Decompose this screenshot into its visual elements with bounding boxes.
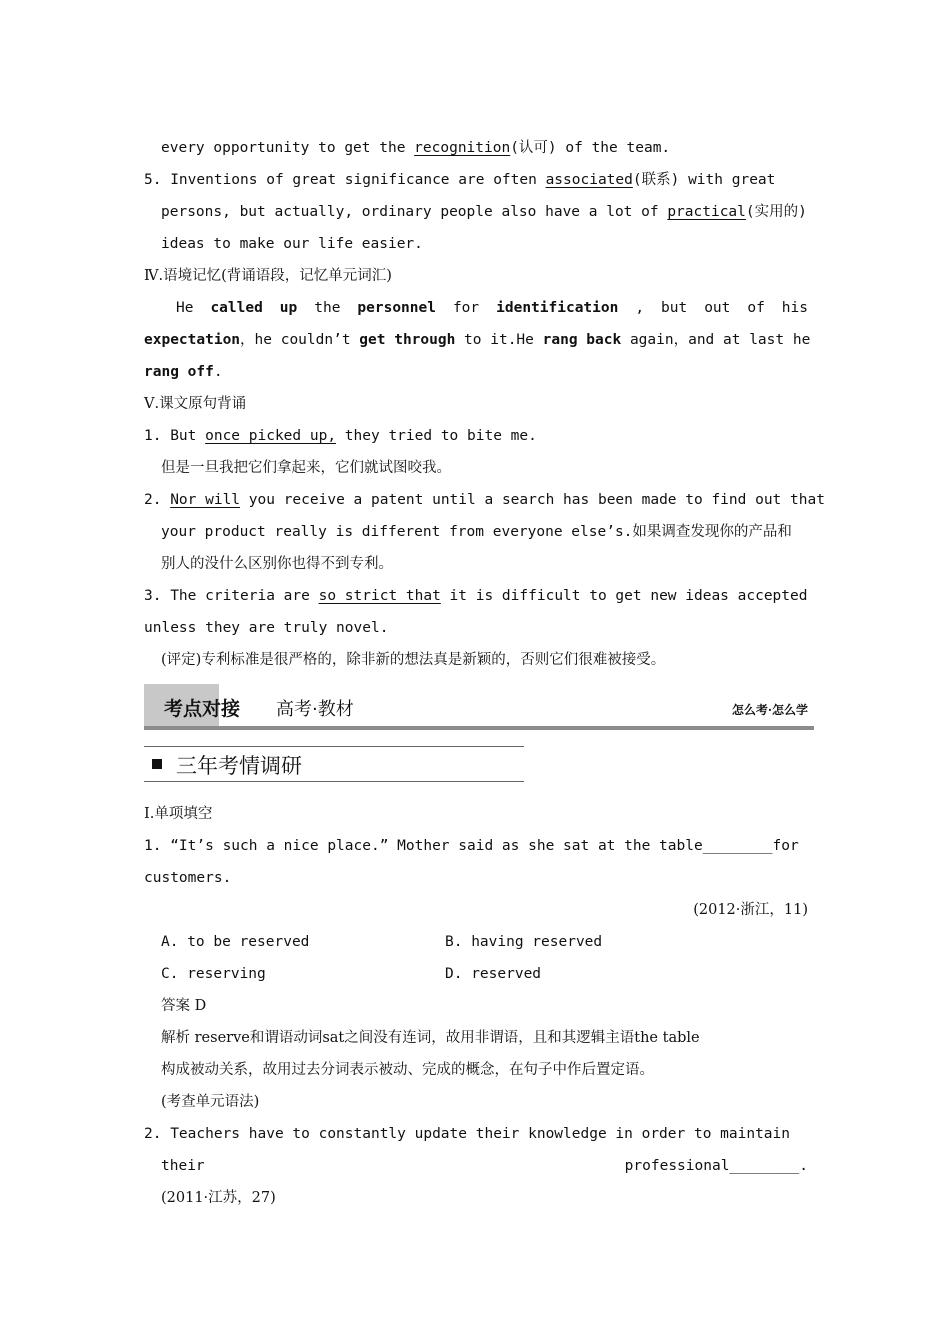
key-word: personnel xyxy=(357,300,436,316)
subsection-heading xyxy=(144,746,524,782)
word: , xyxy=(635,300,645,316)
text-span: 2. xyxy=(144,492,171,508)
word: but xyxy=(661,300,688,316)
section-4-paragraph-line-3 xyxy=(144,356,808,388)
sentence-1 xyxy=(144,420,808,452)
underlined-answer: practical xyxy=(667,204,746,220)
underlined-answer: once picked up, xyxy=(205,428,337,444)
analysis-line-1: 解析 reserve和谓语动词sat之间没有连词，故用非谓语，且和其逻辑主语the table xyxy=(161,1030,700,1046)
text-span: (联系) with great xyxy=(632,172,776,188)
sentence-2-line-3: 别人的没什么区别你也得不到专利。 xyxy=(161,556,393,572)
option-c: C. reserving xyxy=(161,966,266,982)
section-banner xyxy=(144,684,808,732)
banner-rule xyxy=(144,726,814,730)
question-1-line-1: 1. “It’s such a nice place.” Mother said as she sat at the table________for xyxy=(144,838,799,854)
option-b: B. having reserved xyxy=(445,934,603,950)
square-bullet-icon xyxy=(152,759,162,769)
word: the xyxy=(314,300,341,316)
underlined-answer: so strict that xyxy=(318,588,441,604)
key-phrase: up xyxy=(279,300,298,316)
subsection-title: 三年考情调研 xyxy=(176,754,302,778)
text-span: you receive a patent until a search has been made to find out that xyxy=(240,492,825,508)
options-row-2 xyxy=(144,958,808,990)
text-span: every opportunity to get the xyxy=(161,140,415,156)
word: of xyxy=(747,300,765,316)
sentence-2-line-2: your product really is different from everyone else’s.如果调查发现你的产品和 xyxy=(161,524,792,540)
underlined-answer: recognition xyxy=(414,140,511,156)
text-span: professional________. xyxy=(624,1158,808,1174)
sentence-2 xyxy=(144,484,825,516)
question-2-line-2 xyxy=(144,1150,808,1182)
section-4-title: Ⅳ.语境记忆(背诵语段，记忆单元词汇) xyxy=(144,268,392,284)
text-span: (认可) of the team. xyxy=(510,140,671,156)
item-5-line-3: ideas to make our life easier. xyxy=(161,236,423,252)
key-word: identification xyxy=(496,300,619,316)
item-5-line-1 xyxy=(144,164,808,196)
banner-subtitle: 高考·教材 xyxy=(276,699,354,720)
item-5-line-2 xyxy=(144,196,808,228)
option-a: A. to be reserved xyxy=(161,934,310,950)
section-5-title: Ⅴ.课文原句背诵 xyxy=(144,396,247,412)
options-row-1 xyxy=(144,926,808,958)
exercise-title: Ⅰ.单项填空 xyxy=(144,806,213,822)
option-d: D. reserved xyxy=(445,966,542,982)
answer-line: 答案 D xyxy=(161,998,207,1014)
key-phrase: rang off xyxy=(144,364,214,380)
question-1-line-2: customers. xyxy=(144,870,232,886)
text-span: ，he couldn’t xyxy=(240,332,360,348)
text-span: 3. The criteria are xyxy=(144,588,319,604)
question-2-line-1: 2. Teachers have to constantly update their knowledge in order to maintain xyxy=(144,1126,791,1142)
underlined-answer: associated xyxy=(545,172,633,188)
banner-right-text: 怎么考·怎么学 xyxy=(731,703,808,717)
banner-title: 考点对接 xyxy=(164,698,241,720)
key-word: expectation xyxy=(144,332,241,348)
text-span: it is difficult to get new ideas accepted xyxy=(440,588,808,604)
question-1-source: (2012·浙江，11) xyxy=(693,902,808,918)
text-line xyxy=(144,132,808,164)
sentence-3 xyxy=(144,580,808,612)
text-span: 1. But xyxy=(144,428,206,444)
sentence-3-translation: (评定)专利标准是很严格的，除非新的想法真是新颖的，否则它们很难被接受。 xyxy=(161,652,666,668)
text-span: their xyxy=(161,1158,205,1174)
analysis-note: (考查单元语法) xyxy=(161,1094,260,1110)
underlined-answer: Nor will xyxy=(170,492,241,508)
text-span: (实用的) xyxy=(745,204,807,220)
key-phrase: get through xyxy=(359,332,456,348)
question-2-source: (2011·江苏，27) xyxy=(161,1190,276,1206)
word: out xyxy=(704,300,731,316)
text-span: they tried to bite me. xyxy=(336,428,537,444)
section-4-paragraph-line-1 xyxy=(144,292,808,324)
text-span: . xyxy=(213,364,223,380)
text-span: to it.He xyxy=(455,332,543,348)
analysis-line-2: 构成被动关系，故用过去分词表示被动、完成的概念，在句子中作后置定语。 xyxy=(161,1062,654,1078)
word: He xyxy=(176,300,194,316)
sentence-1-translation: 但是一旦我把它们拿起来，它们就试图咬我。 xyxy=(161,460,451,476)
text-span: again，and at last he xyxy=(621,332,811,348)
section-4-paragraph-line-2 xyxy=(144,324,811,356)
document-page xyxy=(144,132,825,1214)
word: for xyxy=(452,300,480,316)
sentence-3-line-2: unless they are truly novel. xyxy=(144,620,389,636)
text-span: 5. Inventions of great significance are often xyxy=(144,172,546,188)
word: his xyxy=(781,300,808,316)
key-phrase: called xyxy=(210,300,263,316)
key-phrase: rang back xyxy=(542,332,622,348)
text-span: persons, but actually, ordinary people also have a lot of xyxy=(161,204,668,220)
